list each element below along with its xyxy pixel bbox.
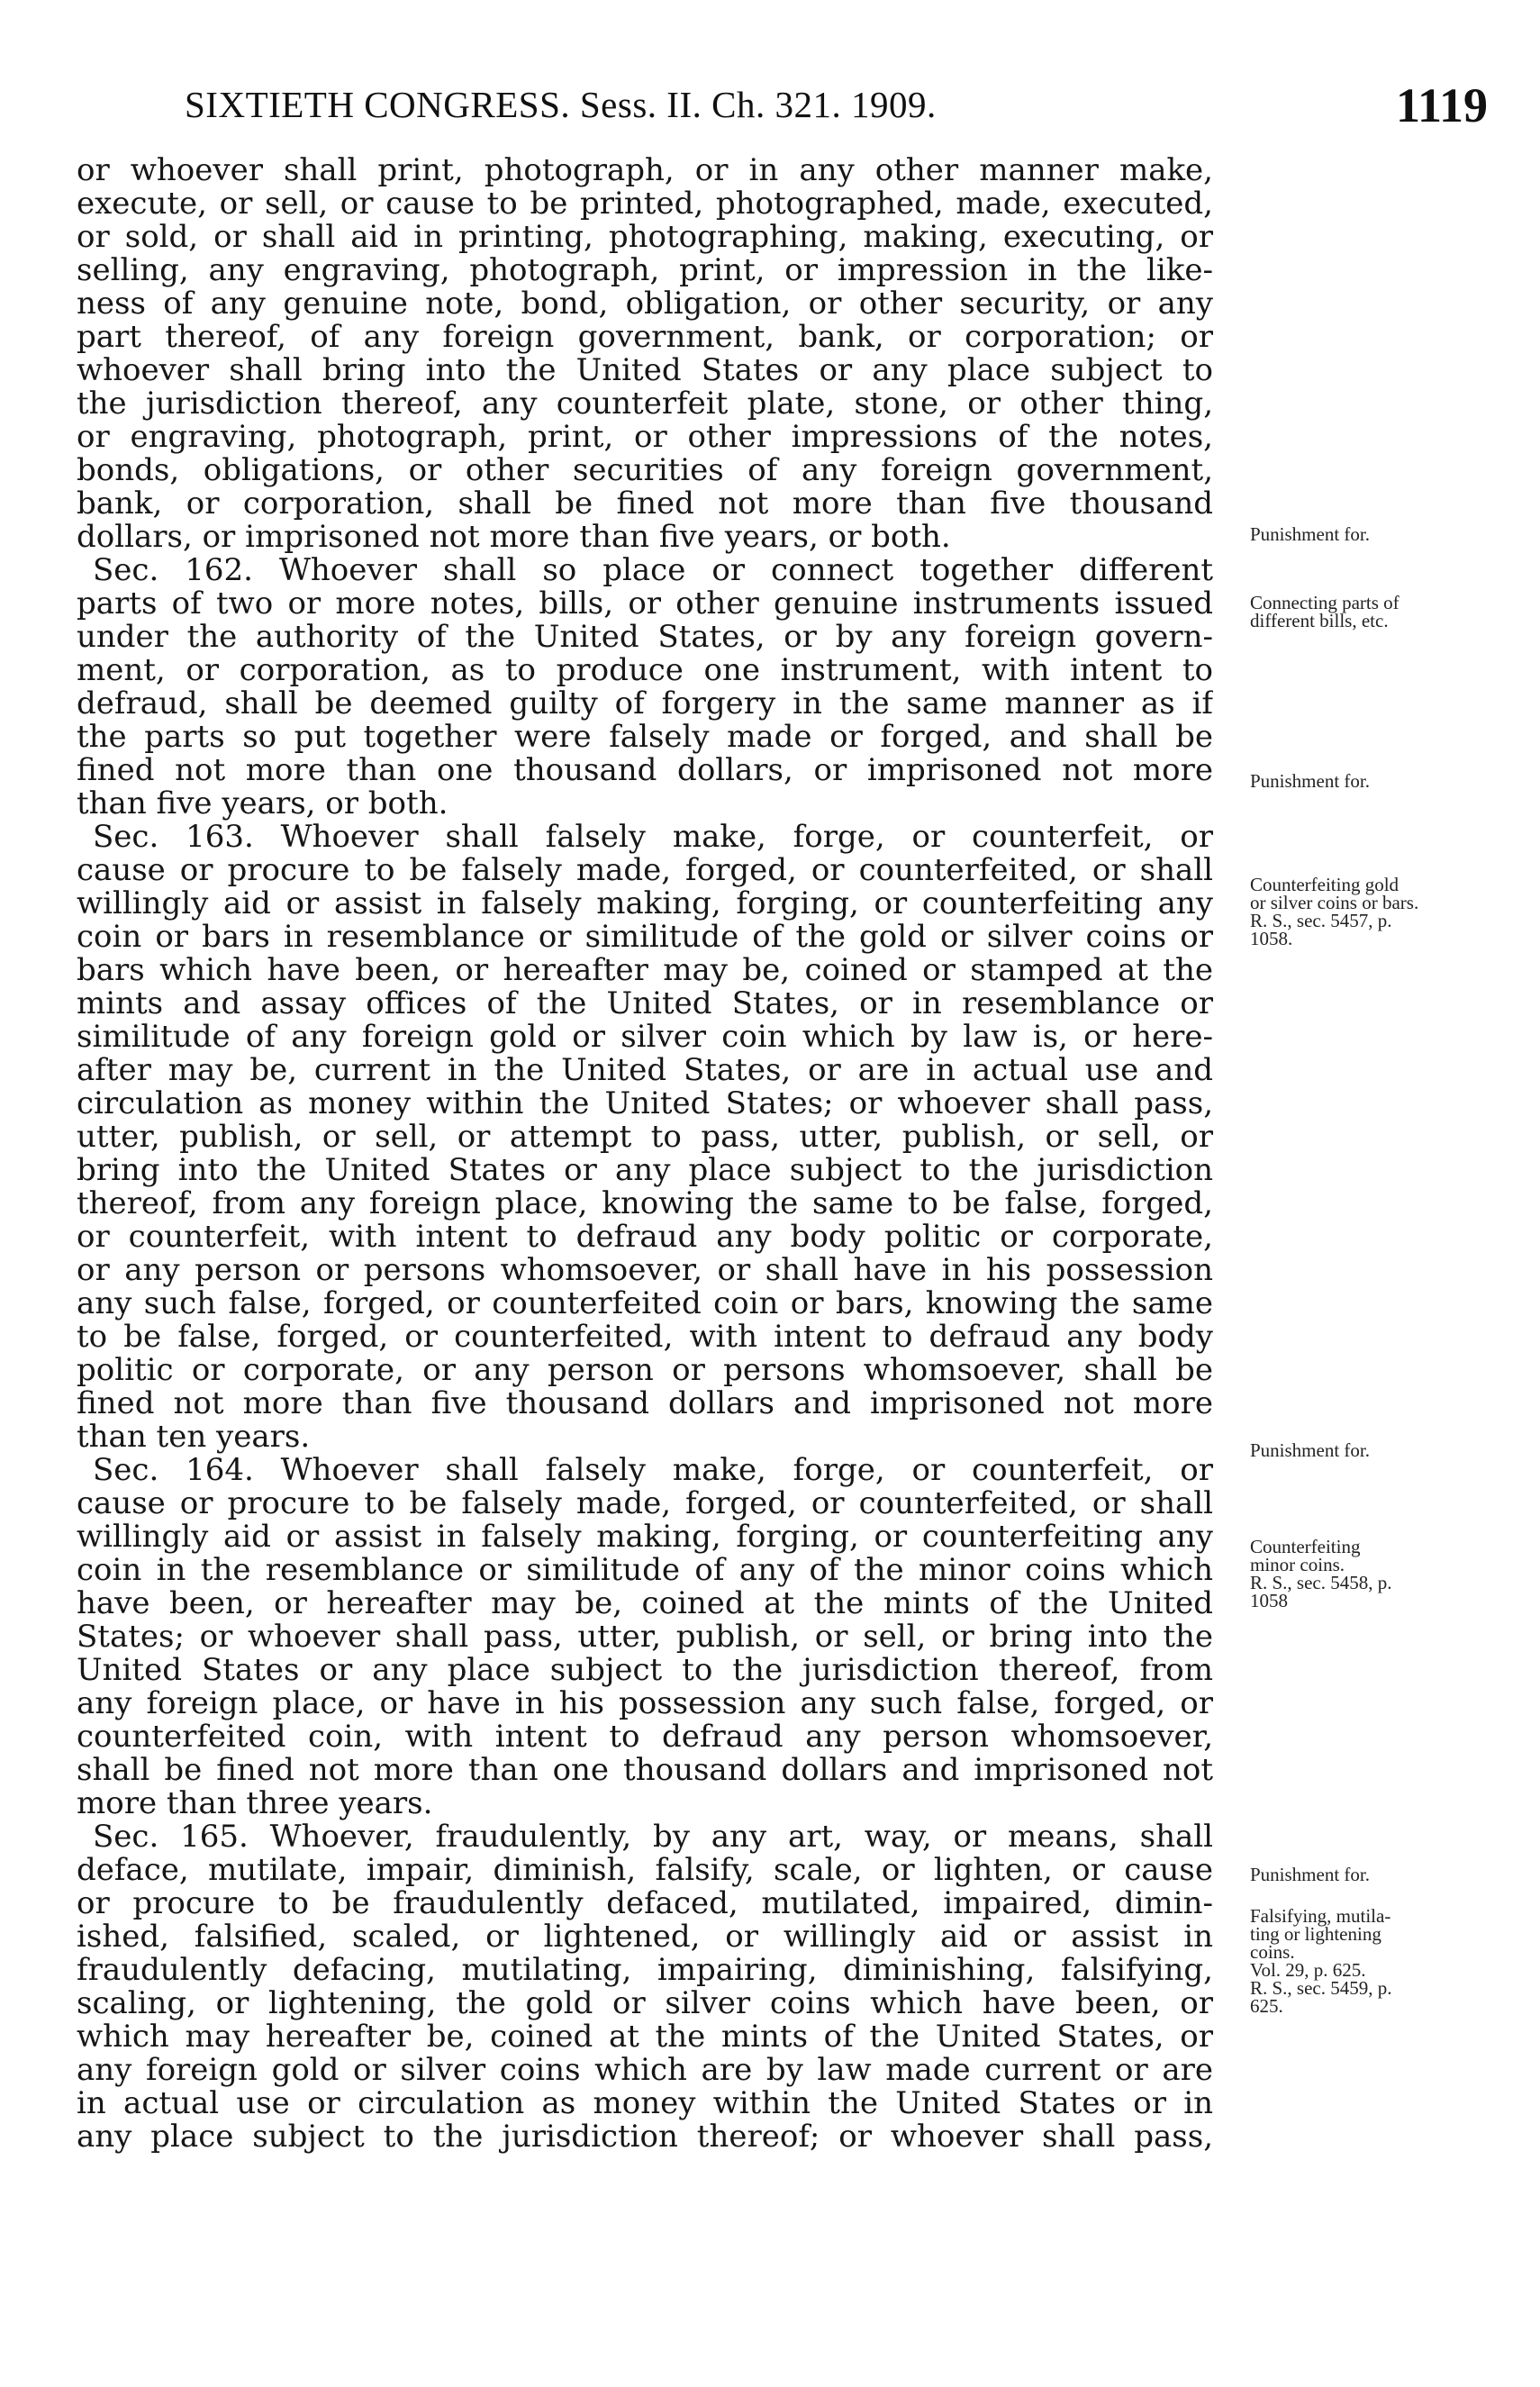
text-line: politic or corporate, or any person or persons whomsoever, shall be [77,1354,1213,1387]
text-line: bring into the United States or any place subject to the jurisdiction [77,1154,1213,1187]
text-line: to be false, forged, or counterfeited, with intent to defraud any body [77,1321,1213,1354]
margin-note: coins. [1250,1941,1295,1963]
margin-note: Counterfeiting [1250,1536,1361,1557]
text-line: whoever shall bring into the United States or any place subject to [77,354,1213,387]
section-163-heading-line: Sec. 163. Whoever shall falsely make, forge, or counterfeit, or [93,821,1213,854]
text-line: fined not more than one thousand dollars, or imprisoned not more [77,754,1213,787]
margin-note: R. S., sec. 5458, p. [1250,1572,1392,1593]
text-line: deface, mutilate, impair, diminish, falsify, scale, or lighten, or cause [77,1854,1213,1887]
text-line: in actual use or circulation as money within the United States or in [77,2087,1213,2120]
text-line: selling, any engraving, photograph, print, or impression in the like- [77,254,1213,287]
text-line: willingly aid or assist in falsely making, forging, or counterfeiting any [77,1520,1213,1554]
text-line: or whoever shall print, photograph, or in any other manner make, [77,154,1213,187]
margin-note: ting or lightening [1250,1923,1381,1945]
margin-note: Punishment for. [1250,523,1371,545]
margin-note: Falsifying, mutila- [1250,1905,1391,1927]
text-line: execute, or sell, or cause to be printed, photographed, made, executed, [77,187,1213,221]
text-line: coin or bars in resemblance or similitude of the gold or silver coins or [77,921,1213,954]
text-line: the parts so put together were falsely made or forged, and shall be [77,721,1213,754]
section-164-heading-line: Sec. 164. Whoever shall falsely make, forge, or counterfeit, or [93,1454,1213,1487]
section-162-heading-line: Sec. 162. Whoever shall so place or connect together different [93,554,1213,587]
margin-note: different bills, etc. [1250,610,1389,631]
text-line: scaling, or lightening, the gold or silver coins which have been, or [77,1987,1213,2020]
text-line: part thereof, of any foreign government, bank, or corporation; or [77,321,1213,354]
margin-note: Punishment for. [1250,1439,1371,1461]
text-line: circulation as money within the United States; or whoever shall pass, [77,1087,1213,1121]
margin-note: minor coins. [1250,1554,1345,1575]
margin-note: R. S., sec. 5459, p. [1250,1977,1392,1999]
text-line: fraudulently defacing, mutilating, impairing, diminishing, falsifying, [77,1954,1213,1987]
text-line: willingly aid or assist in falsely making, forging, or counterfeiting any [77,887,1213,921]
text-line: have been, or hereafter may be, coined at the mints of the United [77,1587,1213,1620]
text-line: after may be, current in the United States, or are in actual use and [77,1054,1213,1087]
section-165-heading-line: Sec. 165. Whoever, fraudulently, by any art, way, or means, shall [93,1820,1213,1854]
text-line: under the authority of the United States, or by any foreign govern- [77,621,1213,654]
text-line: than ten years. [77,1420,311,1454]
running-head: SIXTIETH CONGRESS. Sess. II. Ch. 321. 1909. [185,84,937,125]
text-line: mints and assay offices of the United States, or in resemblance or [77,987,1213,1021]
margin-note: R. S., sec. 5457, p. [1250,910,1392,931]
margin-note: 1058 [1250,1590,1288,1611]
text-line: or any person or persons whomsoever, or shall have in his possession [77,1254,1213,1287]
text-line: any such false, forged, or counterfeited coin or bars, knowing the same [77,1287,1213,1321]
margin-note: 625. [1250,1995,1283,2017]
text-line: or counterfeit, with intent to defraud any body politic or corporate, [77,1221,1213,1254]
text-line: United States or any place subject to the jurisdiction thereof, from [77,1654,1213,1687]
text-line: ment, or corporation, as to produce one instrument, with intent to [77,654,1213,687]
text-line: any foreign place, or have in his possession any such false, forged, or [77,1687,1213,1720]
text-line: States; or whoever shall pass, utter, publish, or sell, or bring into the [77,1620,1213,1654]
text-line: the jurisdiction thereof, any counterfeit plate, stone, or other thing, [77,387,1213,421]
margin-note: Connecting parts of [1250,592,1400,613]
margin-note: Punishment for. [1250,770,1371,792]
text-line: any foreign gold or silver coins which are by law made current or are [77,2054,1213,2087]
text-line: fined not more than five thousand dollars and imprisoned not more [77,1387,1213,1420]
text-line: bars which have been, or hereafter may be, coined or stamped at the [77,954,1213,987]
text-line: bonds, obligations, or other securities of any foreign government, [77,454,1213,487]
text-line: coin in the resemblance or similitude of any of the minor coins which [77,1554,1213,1587]
margin-note: Counterfeiting gold [1250,874,1400,895]
text-line: or sold, or shall aid in printing, photographing, making, executing, or [77,221,1213,254]
text-line: cause or procure to be falsely made, forged, or counterfeited, or shall [77,1487,1213,1520]
text-line: any place subject to the jurisdiction thereof; or whoever shall pass, [77,2120,1213,2154]
text-line: defraud, shall be deemed guilty of forgery in the same manner as if [77,687,1213,721]
text-line: thereof, from any foreign place, knowing the same to be false, forged, [77,1187,1213,1221]
text-line: dollars, or imprisoned not more than five years, or both. [77,521,951,554]
text-line: which may hereafter be, coined at the mints of the United States, or [77,2020,1213,2054]
text-line: ness of any genuine note, bond, obligation, or other security, or any [77,287,1213,321]
text-line: more than three years. [77,1787,433,1820]
text-line: cause or procure to be falsely made, forged, or counterfeited, or shall [77,854,1213,887]
text-line: ished, falsified, scaled, or lightened, or willingly aid or assist in [77,1920,1213,1954]
text-line: counterfeited coin, with intent to defraud any person whomsoever, [77,1720,1213,1754]
text-line: or engraving, photograph, print, or other impressions of the notes, [77,421,1213,454]
text-line: similitude of any foreign gold or silver coin which by law is, or here- [77,1021,1213,1054]
margin-note: Punishment for. [1250,1864,1371,1885]
page-number: 1119 [1396,78,1489,132]
text-line: or procure to be fraudulently defaced, mutilated, impaired, dimin- [77,1887,1213,1920]
margin-note: 1058. [1250,928,1293,949]
margin-note: Vol. 29, p. 625. [1250,1959,1366,1981]
text-line: bank, or corporation, shall be fined not more than five thousand [77,487,1213,521]
margin-note: or silver coins or bars. [1250,892,1419,913]
text-line: utter, publish, or sell, or attempt to pass, utter, publish, or sell, or [77,1121,1213,1154]
text-line: parts of two or more notes, bills, or other genuine instruments issued [77,587,1213,621]
text-line: than five years, or both. [77,787,448,821]
text-line: shall be fined not more than one thousand dollars and imprisoned not [77,1754,1213,1787]
